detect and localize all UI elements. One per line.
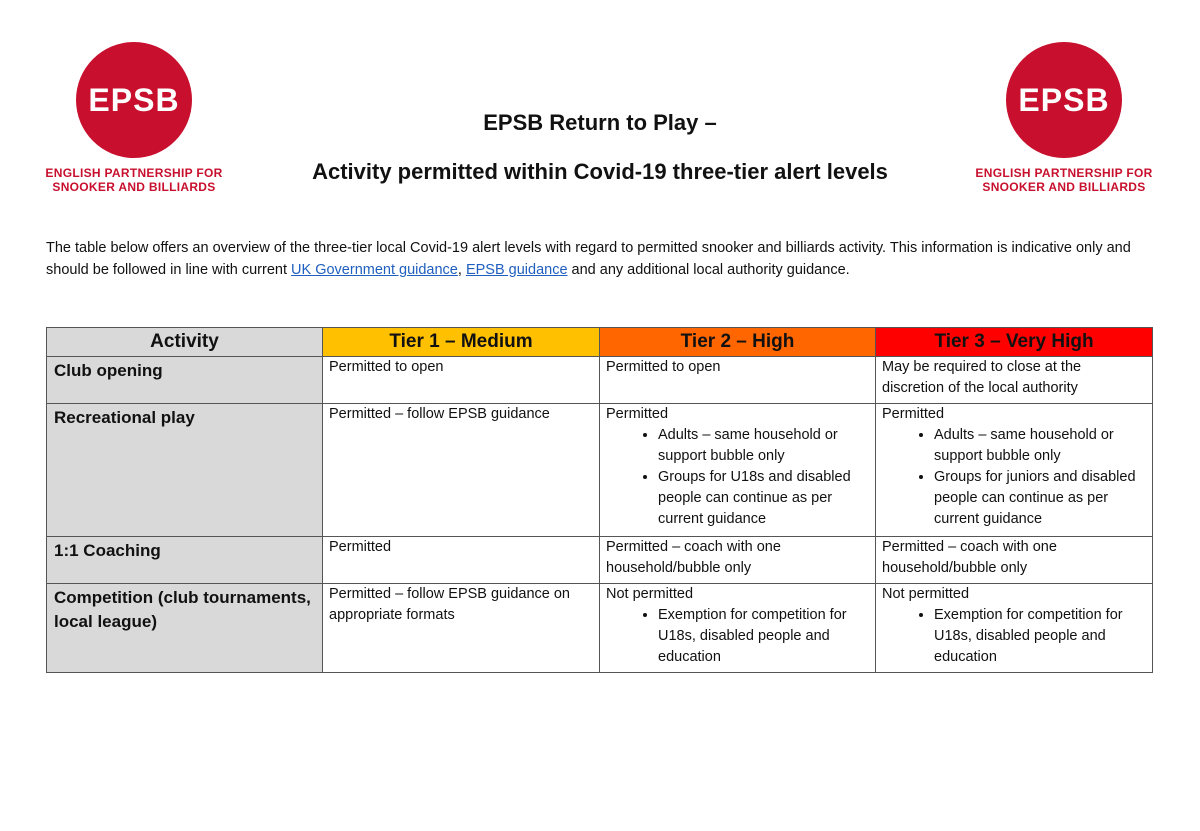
list-item: • Groups for juniors and disabled people can continue as per current guidance [934, 467, 1146, 530]
list-item: • Adults – same household or support bubble only [658, 425, 869, 467]
epsb-logo-right [974, 42, 1154, 194]
table-header-row [47, 328, 1153, 357]
table-row [47, 537, 1153, 584]
table-row [47, 357, 1153, 404]
activity-cell: Competition (club tournaments, local league) [47, 584, 323, 673]
activity-cell: Recreational play [47, 404, 323, 537]
tier2-cell: Permitted to open [600, 357, 876, 404]
bullet-list [606, 605, 869, 668]
bullet-list [882, 425, 1146, 530]
title-line-2: Activity permitted within Covid-19 three-tier alert levels [312, 159, 888, 184]
tier1-cell: Permitted to open [323, 357, 600, 404]
header-tier-3: Tier 3 – Very High [876, 328, 1153, 357]
tier2-cell: Permitted • Adults – same household or support bubble only • Groups for U18s and disabled people can continue as per current guidance [600, 404, 876, 537]
table-row [47, 404, 1153, 537]
tier3-cell: Not permitted • Exemption for competition for U18s, disabled people and education [876, 584, 1153, 673]
logo-subtitle: ENGLISH PARTNERSHIP FOR SNOOKER AND BILLIARDS [975, 166, 1153, 194]
bullet-list [606, 425, 869, 530]
tier-activity-table [46, 327, 1153, 673]
activity-cell: 1:1 Coaching [47, 537, 323, 584]
list-item: • Groups for U18s and disabled people can continue as per current guidance [658, 467, 869, 530]
intro-paragraph: The table below offers an overview of the three-tier local Covid-19 alert levels with regard to permitted snooker and billiards activity. This information is indicative only and should be followed in line with current UK Government guidance, EPSB guidance and any additional local authority guidance. [46, 240, 1131, 278]
epsb-logo-left [44, 42, 224, 194]
tier1-cell: Permitted [323, 537, 600, 584]
list-item: • Adults – same household or support bubble only [934, 425, 1146, 467]
header-activity: Activity [47, 328, 323, 357]
epsb-guidance-link[interactable]: EPSB guidance [465, 262, 568, 278]
tier3-cell: Permitted – coach with one household/bubble only [876, 537, 1153, 584]
logo-circle: EPSB [1006, 42, 1122, 158]
document-title [240, 106, 960, 189]
bullet-list [882, 605, 1146, 668]
uk-government-guidance-link[interactable]: UK Government guidance [291, 262, 458, 278]
list-item: • Exemption for competition for U18s, disabled people and education [934, 605, 1146, 668]
title-line-1: EPSB Return to Play – [483, 110, 717, 135]
tier1-cell: Permitted – follow EPSB guidance [323, 404, 600, 537]
tier2-cell: Permitted – coach with one household/bubble only [600, 537, 876, 584]
activity-cell: Club opening [47, 357, 323, 404]
tier3-cell: Permitted • Adults – same household or support bubble only • Groups for juniors and disabled people can continue as per current guidance [876, 404, 1153, 537]
logo-circle: EPSB [76, 42, 192, 158]
list-item: • Exemption for competition for U18s, disabled people and education [658, 605, 869, 668]
tier2-cell: Not permitted • Exemption for competition for U18s, disabled people and education [600, 584, 876, 673]
logo-subtitle: ENGLISH PARTNERSHIP FOR SNOOKER AND BILLIARDS [45, 166, 223, 194]
tier1-cell: Permitted – follow EPSB guidance on appropriate formats [323, 584, 600, 673]
header-tier-1: Tier 1 – Medium [323, 328, 600, 357]
tier3-cell: May be required to close at the discretion of the local authority [876, 357, 1153, 404]
table-row [47, 584, 1153, 673]
header-tier-2: Tier 2 – High [600, 328, 876, 357]
